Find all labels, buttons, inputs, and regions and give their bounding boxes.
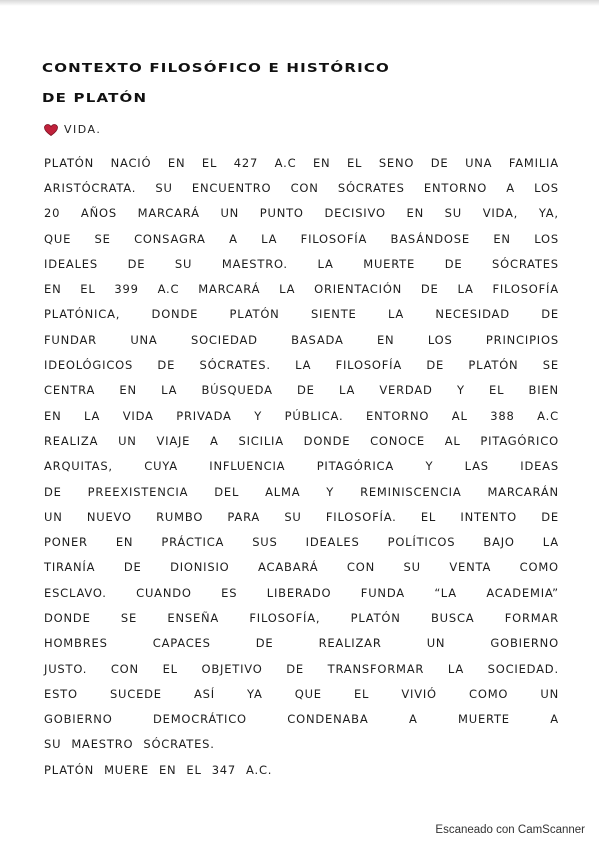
word: CONSAGRA: [134, 231, 206, 246]
text-line: [44, 656, 559, 681]
word: 399: [114, 282, 139, 297]
text-line: [44, 150, 559, 175]
word: PLATÓN: [468, 358, 519, 373]
word: DE: [541, 307, 559, 322]
word: EN: [44, 408, 62, 423]
word: LIBERADO: [266, 585, 332, 600]
word: Y: [254, 408, 263, 423]
text-line: [44, 454, 559, 479]
word: IDEALES: [305, 535, 360, 550]
word: BIEN: [528, 383, 559, 398]
word: EL: [186, 762, 202, 777]
text-line: [44, 175, 559, 200]
word: DE: [255, 636, 274, 651]
word: DE: [157, 358, 176, 373]
word: PITAGÓRICA: [316, 459, 395, 474]
word: DE: [286, 661, 304, 676]
word: HOMBRES: [44, 636, 108, 651]
word: CON: [110, 661, 139, 676]
word: EN: [312, 155, 331, 170]
word: ENTORNO: [423, 180, 488, 195]
word: PLATÓN: [44, 762, 95, 777]
word: DE: [541, 509, 559, 524]
text-line: [44, 378, 559, 403]
text-line: [44, 555, 559, 580]
word: PLATÓN: [350, 610, 401, 625]
text-line: [44, 403, 559, 428]
text-line: [44, 226, 559, 251]
word: VIVIÓ: [401, 686, 437, 701]
word: PÚBLICA.: [284, 408, 344, 423]
text-line: [44, 302, 559, 327]
word: SIENTE: [310, 307, 357, 322]
word: FUNDA: [360, 585, 405, 600]
word: MAESTRO.: [221, 256, 288, 271]
word: A: [550, 712, 559, 727]
word: MUERE: [104, 762, 149, 777]
word: OBJETIVO: [201, 661, 263, 676]
word: JUSTO.: [44, 661, 88, 676]
word: CONOCE: [370, 433, 425, 448]
word: SE: [94, 231, 111, 246]
word: DE: [426, 358, 445, 373]
document-title-line-1: CONTEXTO FILOSÓFICO E HISTÓRICO: [42, 60, 391, 76]
word: UN: [540, 686, 559, 701]
word: UN: [426, 636, 446, 651]
word: ENTORNO: [366, 408, 430, 423]
word: BÚSQUEDA: [201, 383, 273, 398]
word: QUE: [44, 231, 72, 246]
word: LOS: [427, 332, 453, 347]
text-line: [44, 529, 559, 554]
word: NECESIDAD: [435, 307, 510, 322]
word: SE: [120, 610, 138, 625]
word: DE: [297, 383, 315, 398]
word: A: [229, 231, 238, 246]
word: NUEVO: [86, 509, 132, 524]
word: DE: [127, 256, 146, 271]
text-line: [44, 580, 559, 605]
word: AL: [444, 433, 461, 448]
word: EL: [489, 383, 505, 398]
word: AL: [451, 408, 468, 423]
word: EN: [406, 206, 424, 221]
word: MARCARÁN: [487, 484, 559, 499]
word: DEL: [214, 484, 240, 499]
word: DE: [444, 256, 463, 271]
word: LA: [542, 535, 559, 550]
text-line: [44, 707, 559, 732]
word: LA: [161, 383, 178, 398]
word: ENSEÑA: [167, 610, 220, 625]
word: GOBIERNO: [44, 712, 113, 727]
word: A.C.: [246, 762, 273, 777]
word: GOBIERNO: [490, 636, 559, 651]
word: CAPACES: [152, 636, 211, 651]
word: MARCARÁ: [137, 206, 200, 221]
word: DE: [430, 155, 449, 170]
word: SU: [174, 256, 193, 271]
word: DONDE: [44, 610, 91, 625]
text-line: [44, 605, 559, 630]
word: MARCARÁ: [198, 282, 261, 297]
word: Y: [425, 459, 434, 474]
word: LA: [317, 256, 334, 271]
word: TIRANÍA: [44, 560, 96, 575]
word: ACADEMIA”: [486, 585, 559, 600]
word: FORMAR: [504, 610, 559, 625]
word: QUE: [294, 686, 322, 701]
word: IDEOLÓGICOS: [44, 358, 134, 373]
word: SU: [155, 180, 173, 195]
word: LA: [261, 231, 278, 246]
text-line: [44, 201, 559, 226]
word: EL: [80, 282, 96, 297]
word: LA: [295, 358, 312, 373]
word: PITAGÓRICO: [480, 433, 559, 448]
word: SOCIEDAD: [190, 332, 258, 347]
word: VIAJE: [156, 433, 191, 448]
word: VENTA: [449, 560, 492, 575]
word: DE: [123, 560, 142, 575]
word: VIDA,: [482, 206, 519, 221]
word: DE: [44, 484, 62, 499]
word: PRÁCTICA: [161, 535, 225, 550]
word: PONER: [44, 535, 88, 550]
text-line: [44, 352, 559, 377]
word: COMO: [469, 686, 509, 701]
word: ARQUITAS,: [44, 459, 113, 474]
word: MAESTRO: [71, 737, 134, 752]
text-line: [44, 327, 559, 352]
word: LA: [84, 408, 101, 423]
word: A: [506, 180, 515, 195]
word: EN: [167, 155, 186, 170]
word: BASADA: [291, 332, 344, 347]
word: A: [210, 433, 219, 448]
word: ASÍ: [193, 686, 215, 701]
word: EL: [162, 661, 178, 676]
word: ES: [221, 585, 238, 600]
word: 427: [233, 155, 259, 170]
word: EN: [119, 383, 137, 398]
word: LAS: [464, 459, 489, 474]
word: ENCUENTRO: [191, 180, 272, 195]
text-line: [44, 732, 559, 757]
word: SÓCRATES: [492, 256, 559, 271]
word: INFLUENCIA: [209, 459, 286, 474]
word: VERDAD: [379, 383, 433, 398]
word: DECISIVO: [324, 206, 386, 221]
camscanner-watermark: Escaneado con CamScanner: [435, 824, 585, 836]
word: ESTO: [44, 686, 78, 701]
word: POLÍTICOS: [387, 535, 456, 550]
word: ARISTÓCRATA.: [44, 180, 137, 195]
word: TRANSFORMAR: [327, 661, 425, 676]
word: SU: [44, 737, 62, 752]
word: BAJO: [483, 535, 515, 550]
text-line: [44, 757, 559, 782]
word: EL: [353, 686, 370, 701]
word: FILOSOFÍA: [335, 358, 403, 373]
word: EN: [158, 762, 177, 777]
word: UNA: [130, 332, 158, 347]
word: ORIENTACIÓN: [314, 282, 403, 297]
word: FILOSOFÍA: [300, 231, 368, 246]
word: UNA: [465, 155, 493, 170]
word: 388: [490, 408, 515, 423]
word: PREEXISTENCIA: [87, 484, 189, 499]
word: FAMILIA: [508, 155, 559, 170]
word: ALMA: [265, 484, 301, 499]
heart-icon: [44, 124, 58, 136]
word: DEMOCRÁTICO: [152, 712, 247, 727]
word: A.C: [537, 408, 559, 423]
word: LOS: [534, 180, 559, 195]
word: RUMBO: [156, 509, 204, 524]
word: FILOSOFÍA.: [325, 509, 397, 524]
text-line: [44, 428, 559, 453]
word: COMO: [519, 560, 559, 575]
word: REMINISCENCIA: [360, 484, 462, 499]
word: 20: [44, 206, 61, 221]
word: EN: [493, 231, 511, 246]
word: CON: [346, 560, 375, 575]
word: PUNTO: [259, 206, 304, 221]
word: UN: [220, 206, 240, 221]
word: SUCEDE: [109, 686, 162, 701]
word: FILOSOFÍA: [492, 282, 559, 297]
word: PRINCIPIOS: [485, 332, 559, 347]
word: PRIVADA: [176, 408, 232, 423]
word: NACIÓ: [110, 155, 152, 170]
word: BUSCA: [430, 610, 475, 625]
text-line: [44, 276, 559, 301]
word: FUNDAR: [44, 332, 97, 347]
word: A.C: [274, 155, 297, 170]
word: PARA: [227, 509, 261, 524]
word: YA: [247, 686, 263, 701]
word: AÑOS: [80, 206, 117, 221]
document-title-line-2: DE PLATÓN: [42, 90, 148, 106]
word: “LA: [434, 585, 457, 600]
word: SÓCRATES.: [199, 358, 271, 373]
word: CUANDO: [136, 585, 192, 600]
word: DONDE: [151, 307, 199, 322]
text-line: [44, 504, 559, 529]
word: FILOSOFÍA,: [249, 610, 321, 625]
word: Y: [326, 484, 335, 499]
word: IDEAS: [520, 459, 559, 474]
word: MUERTE: [458, 712, 510, 727]
word: SÓCRATES: [337, 180, 405, 195]
word: YA,: [538, 206, 559, 221]
word: UN: [44, 509, 63, 524]
word: LOS: [534, 231, 559, 246]
word: DIONISIO: [170, 560, 230, 575]
word: DONDE: [303, 433, 351, 448]
word: LA: [387, 307, 405, 322]
word: EN: [115, 535, 134, 550]
section-heading: [44, 123, 101, 136]
word: REALIZA: [44, 433, 99, 448]
word: LA: [447, 661, 464, 676]
word: CENTRA: [44, 383, 96, 398]
text-line: [44, 251, 559, 276]
word: LA: [457, 282, 474, 297]
word: SÓCRATES.: [143, 737, 215, 752]
word: SOCIEDAD.: [487, 661, 559, 676]
word: 347: [211, 762, 237, 777]
word: UN: [118, 433, 137, 448]
word: SU: [444, 206, 462, 221]
word: IDEALES: [44, 256, 98, 271]
word: EL: [420, 509, 437, 524]
word: PLATÓN: [229, 307, 280, 322]
word: A.C: [157, 282, 180, 297]
handwritten-body: [44, 150, 559, 782]
word: SE: [542, 358, 559, 373]
word: SU: [284, 509, 302, 524]
word: INTENTO: [460, 509, 517, 524]
word: LA: [279, 282, 296, 297]
word: A: [408, 712, 418, 727]
word: ESCLAVO.: [44, 585, 107, 600]
word: LA: [338, 383, 356, 398]
word: CON: [290, 180, 319, 195]
word: ACABARÁ: [258, 560, 319, 575]
word: VIDA: [122, 408, 154, 423]
word: PLATÓNICA,: [44, 307, 121, 322]
word: EL: [346, 155, 363, 170]
word: MUERTE: [363, 256, 416, 271]
scan-edge-shadow: [0, 0, 599, 6]
text-line: [44, 479, 559, 504]
text-line: [44, 631, 559, 656]
word: SU: [403, 560, 421, 575]
word: SUS: [252, 535, 278, 550]
word: EN: [44, 282, 62, 297]
word: SICILIA: [238, 433, 284, 448]
section-label: VIDA.: [64, 123, 102, 136]
word: BASÁNDOSE: [390, 231, 470, 246]
text-line: [44, 681, 559, 706]
word: PLATÓN: [44, 155, 95, 170]
word: EL: [201, 155, 218, 170]
word: CONDENABA: [287, 712, 369, 727]
word: CUYA: [144, 459, 178, 474]
word: Y: [456, 383, 465, 398]
word: DE: [420, 282, 439, 297]
word: EN: [376, 332, 395, 347]
word: REALIZAR: [318, 636, 382, 651]
word: SENO: [378, 155, 415, 170]
